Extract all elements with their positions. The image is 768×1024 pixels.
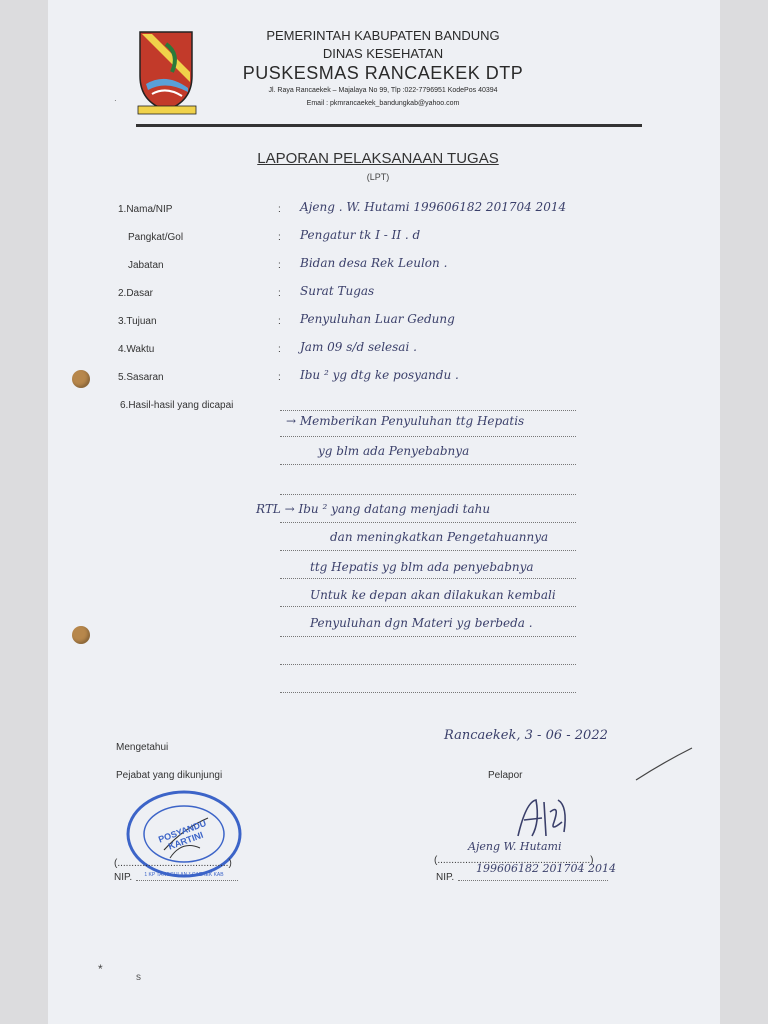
result-line: yg blm ada Penyebabnya: [318, 444, 470, 458]
place-date: Rancaekek, 3 - 06 - 2022: [444, 728, 608, 743]
reporter-nip: 199606182 201704 2014: [476, 862, 616, 875]
dotted-line: [280, 664, 576, 665]
header-divider: [136, 124, 642, 127]
punch-hole-icon: [72, 626, 90, 644]
stamp-ring-text: 1 KP TANGGULAN * CAEKEK KAB: [144, 872, 224, 878]
dotted-line: [280, 692, 576, 693]
field-colon: :: [278, 372, 281, 383]
mark-dot-icon: s: [136, 972, 141, 983]
field-label: 3.Tujuan: [118, 316, 157, 327]
field-colon: :: [278, 260, 281, 271]
result-line: → Memberikan Penyuluhan ttg Hepatis: [286, 414, 525, 428]
field-row: [48, 370, 720, 390]
header-line-2: DINAS KESEHATAN: [322, 46, 444, 61]
left-nip-label: NIP.: [114, 872, 133, 883]
field-row: [48, 230, 720, 250]
dotted-line: [280, 436, 576, 437]
document-subtitle: (LPT): [366, 172, 390, 182]
field-label: 1.Nama/NIP: [118, 204, 173, 215]
header-address: Jl. Raya Rancaekek – Majalaya No 99, Tlp :022-7796951 KodePos 40394: [268, 87, 498, 94]
field-value: Ibu ² yg dtg ke posyandu .: [300, 368, 459, 382]
dotted-line: [280, 636, 576, 637]
dotted-line: [280, 494, 576, 495]
acknowledged-label: Mengetahui: [116, 742, 169, 753]
document-page: [48, 0, 720, 1024]
official-label: Pejabat yang dikunjungi: [116, 770, 223, 781]
dotted-line: [458, 880, 608, 881]
field-label: 5.Sasaran: [118, 372, 164, 383]
mark-dot-icon: *: [98, 962, 103, 976]
field-value: Ajeng . W. Hutami 199606182 201704 2014: [300, 200, 567, 214]
field-colon: :: [278, 344, 281, 355]
field-label: Pangkat/Gol: [128, 232, 184, 243]
field-colon: :: [278, 232, 281, 243]
reporter-name: Ajeng W. Hutami: [468, 840, 562, 853]
stamp-text: POSYANDU KARTINI: [156, 818, 208, 852]
field-colon: :: [278, 204, 281, 215]
pen-stroke-icon: [634, 744, 694, 784]
reporter-label: Pelapor: [488, 770, 523, 781]
field-row: [48, 202, 720, 222]
right-name-bracket: (.......................................................): [434, 855, 594, 866]
field-row: [48, 286, 720, 306]
dotted-line: [280, 606, 576, 607]
header-line-1: PEMERINTAH KABUPATEN BANDUNG: [266, 28, 500, 43]
header-line-3: PUSKESMAS RANCAEKEK DTP: [242, 63, 524, 83]
field-row: [48, 342, 720, 362]
field-value: Penyuluhan Luar Gedung: [300, 312, 455, 326]
field-value: Bidan desa Rek Leulon .: [300, 256, 448, 270]
field-row: [48, 258, 720, 278]
field-value: Pengatur tk I - II . d: [300, 228, 421, 242]
field-colon: :: [278, 288, 281, 299]
dotted-line: [280, 550, 576, 551]
punch-hole-icon: [72, 370, 90, 388]
field-value: Surat Tugas: [300, 284, 375, 298]
results-label: 6.Hasil-hasil yang dicapai: [120, 400, 234, 411]
field-label: Jabatan: [128, 260, 164, 271]
field-value: Jam 09 s/d selesai .: [300, 340, 417, 354]
reporter-signature-icon: [510, 792, 590, 846]
field-label: 2.Dasar: [118, 288, 154, 299]
result-line: ttg Hepatis yg blm ada penyebabnya: [310, 560, 534, 574]
result-line: Untuk ke depan akan dilakukan kembali: [310, 588, 556, 602]
mark-dot-icon: ·: [114, 96, 117, 105]
dotted-line: [280, 578, 576, 579]
field-row: [48, 314, 720, 334]
field-colon: :: [278, 316, 281, 327]
dotted-line: [280, 522, 576, 523]
right-nip-label: NIP.: [436, 872, 455, 883]
dotted-line: [280, 464, 576, 465]
field-label: 4.Waktu: [118, 344, 155, 355]
left-name-bracket: (........................................): [114, 858, 232, 869]
header-email: Email : pkmrancaekek_bandungkab@yahoo.com: [306, 100, 460, 107]
dotted-line: [280, 410, 576, 411]
result-line: dan meningkatkan Pengetahuannya: [330, 530, 549, 544]
kabupaten-bandung-crest-icon: [132, 24, 204, 120]
result-line: Penyuluhan dgn Materi yg berbeda .: [310, 616, 533, 630]
result-line: RTL → Ibu ² yang datang menjadi tahu: [256, 502, 491, 516]
dotted-line: [136, 880, 238, 881]
document-title: LAPORAN PELAKSANAAN TUGAS: [257, 150, 499, 167]
